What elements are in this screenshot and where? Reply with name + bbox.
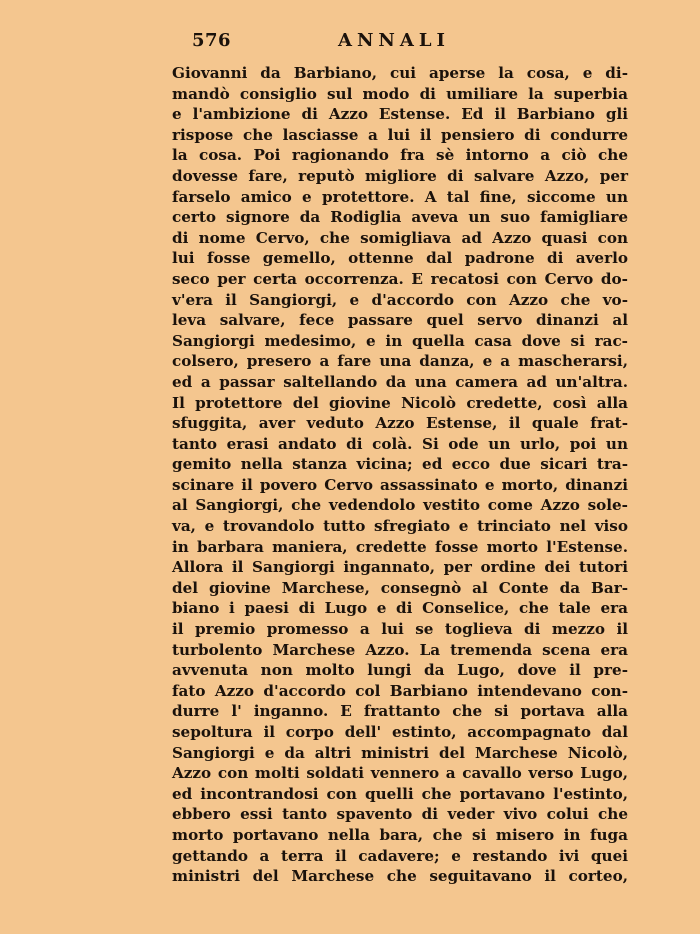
text-line: di nome Cervo, che somigliava ad Azzo quasi con [172, 228, 628, 247]
text-line: gettando a terra il cadavere; e restando ivi quei [172, 846, 628, 865]
text-line: va, e trovandolo tutto sfregiato e trinciato nel viso [172, 517, 628, 536]
text-line: morto portavano nella bara, che si misero in fuga [172, 825, 628, 844]
text-line: ed incontrandosi con quelli che portavano l'estinto, [172, 784, 628, 803]
text-line: al Sangiorgi, che vedendolo vestito come Azzo sole- [172, 496, 628, 515]
text-line: la cosa. Poi ragionando fra sè intorno a ciò che [172, 146, 628, 165]
text-line: leva salvare, fece passare quel servo dinanzi al [172, 311, 628, 330]
text-line: mandò consiglio sul modo di umiliare la superbia [172, 84, 628, 103]
text-line: certo signore da Rodiglia aveva un suo famigliare [172, 208, 628, 227]
text-line: Giovanni da Barbiano, cui aperse la cosa, e di- [172, 64, 628, 82]
running-head [0, 28, 700, 58]
text-line: scinare il povero Cervo assassinato e morto, dinanzi [172, 475, 628, 494]
text-line: biano i paesi di Lugo e di Conselice, che tale era [172, 599, 628, 618]
text-line: avvenuta non molto lungi da Lugo, dove il pre- [172, 661, 628, 680]
text-line: Sangiorgi e da altri ministri del Marchese Nicolò, [172, 743, 628, 762]
text-line: ed a passar saltellando da una camera ad un'altra. [172, 372, 628, 391]
page-number: 576 [192, 30, 232, 51]
text-line: Azzo con molti soldati vennero a cavallo verso Lugo, [172, 764, 628, 783]
text-line: farselo amico e protettore. A tal fine, siccome un [172, 187, 628, 206]
text-line: Allora il Sangiorgi ingannato, per ordine dei tutori [172, 558, 628, 577]
text-line: durre l' inganno. E frattanto che si portava alla [172, 702, 628, 721]
running-title: ANNALI [338, 30, 450, 51]
text-line: del giovine Marchese, consegnò al Conte da Bar- [172, 578, 628, 597]
text-line: il premio promesso a lui se toglieva di mezzo il [172, 620, 628, 639]
text-line: Il protettore del giovine Nicolò credette, così alla [172, 393, 628, 412]
text-line: gemito nella stanza vicina; ed ecco due sicari tra- [172, 455, 628, 474]
body-text [172, 63, 628, 887]
text-line: v'era il Sangiorgi, e d'accordo con Azzo che vo- [172, 290, 628, 309]
text-line: colsero, presero a fare una danza, e a mascherarsi, [172, 352, 628, 371]
text-line: ebbero essi tanto spavento di veder vivo colui che [172, 805, 628, 824]
text-line: turbolento Marchese Azzo. La tremenda scena era [172, 640, 628, 659]
text-line: ministri del Marchese che seguitavano il corteo, [172, 867, 628, 886]
text-line: dovesse fare, reputò migliore di salvare Azzo, per [172, 166, 628, 185]
text-line: e l'ambizione di Azzo Estense. Ed il Barbiano gli [172, 105, 628, 124]
text-line: rispose che lasciasse a lui il pensiero di condurre [172, 125, 628, 144]
text-line: sepoltura il corpo dell' estinto, accompagnato dal [172, 723, 628, 741]
text-line: lui fosse gemello, ottenne dal padrone di averlo [172, 249, 628, 268]
text-line: Sangiorgi medesimo, e in quella casa dove si rac- [172, 331, 628, 350]
text-line: in barbara maniera, credette fosse morto l'Estense. [172, 537, 628, 556]
text-line: seco per certa occorrenza. E recatosi con Cervo do- [172, 269, 628, 288]
text-line: sfuggita, aver veduto Azzo Estense, il quale frat- [172, 414, 628, 433]
text-line: tanto erasi andato di colà. Si ode un urlo, poi un [172, 434, 628, 453]
text-line: fato Azzo d'accordo col Barbiano intendevano con- [172, 681, 628, 700]
